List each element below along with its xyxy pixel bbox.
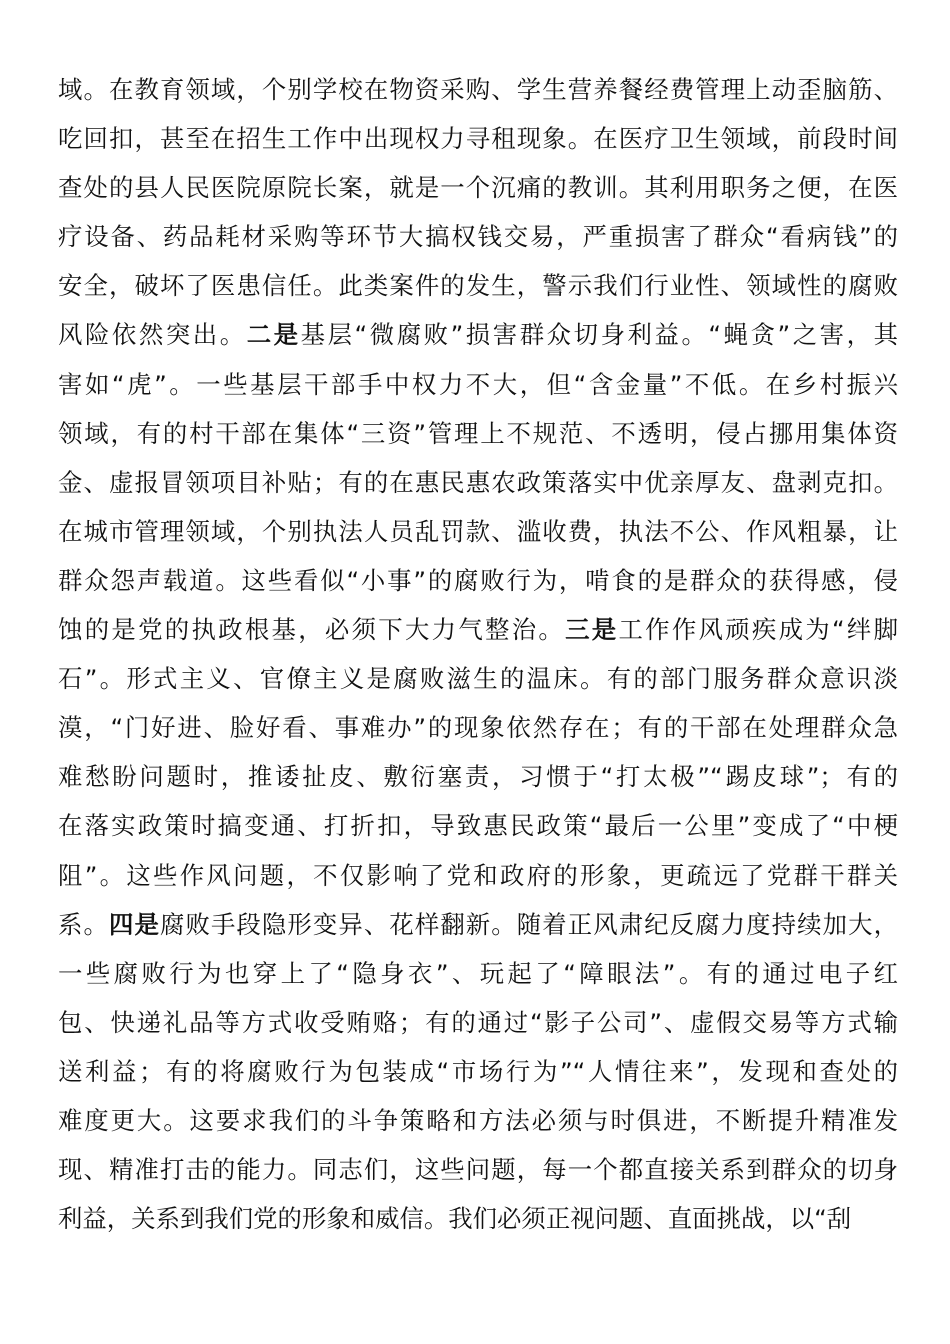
text-line	[58, 561, 898, 610]
text-segment: 安全，破坏了医患信任。此类案件的发生，警示我们行业性、领域性的腐败	[58, 271, 898, 301]
text-line	[58, 266, 898, 315]
text-line	[58, 1150, 898, 1199]
text-segment: 域。在教育领域，个别学校在物资采购、学生营养餐经费管理上动歪脑筋、	[58, 75, 898, 104]
bold-lead-phrase: 四是	[108, 909, 160, 939]
text-segment: 吃回扣，甚至在招生工作中出现权力寻租现象。在医疗卫生领域，前段时间	[58, 124, 898, 154]
body-text	[58, 70, 898, 1248]
text-line	[58, 414, 898, 463]
text-line	[58, 70, 898, 119]
text-line	[58, 1003, 898, 1052]
text-line	[58, 610, 898, 659]
text-line	[58, 659, 898, 708]
text-segment: 领域，有的村干部在集体“三资”管理上不规范、不透明，侵占挪用集体资	[58, 418, 898, 448]
text-segment: 利益，关系到我们党的形象和威信。我们必须正视问题、直面挑战，以“刮	[58, 1204, 852, 1234]
text-segment: 在城市管理领域，个别执法人员乱罚款、滥收费，执法不公、作风粗暴，让	[58, 516, 898, 546]
text-segment: 风险依然突出。	[58, 320, 247, 350]
bold-lead-phrase: 二是	[246, 320, 301, 350]
text-line	[58, 512, 898, 561]
text-segment: 工作作风顽疾成为“绊脚	[618, 615, 898, 645]
text-segment: 阻”。这些作风问题，不仅影响了党和政府的形象，更疏远了党群干群关	[58, 860, 898, 890]
text-line	[58, 757, 898, 806]
text-segment: 查处的县人民医院原院长案，就是一个沉痛的教训。其利用职务之便，在医	[58, 173, 898, 203]
text-segment: 群众怨声载道。这些看似“小事”的腐败行为，啃食的是群众的获得感，侵	[58, 565, 898, 595]
text-segment: 一些腐败行为也穿上了“隐身衣”、玩起了“障眼法”。有的通过电子红	[58, 958, 898, 988]
text-line	[58, 315, 898, 364]
text-line	[58, 1101, 898, 1150]
text-segment: 害如“虎”。一些基层干部手中权力不大，但“含金量”不低。在乡村振兴	[58, 369, 898, 399]
text-line	[58, 463, 898, 512]
text-line	[58, 168, 898, 217]
text-line	[58, 708, 898, 757]
text-segment: 难度更大。这要求我们的斗争策略和方法必须与时俱进，不断提升精准发	[58, 1105, 898, 1135]
text-line	[58, 856, 898, 905]
text-line	[58, 1199, 898, 1248]
text-line	[58, 365, 898, 414]
text-line	[58, 217, 898, 266]
text-segment: 蚀的是党的执政根基，必须下大力气整治。	[58, 615, 566, 645]
text-line	[58, 954, 898, 1003]
text-line	[58, 1052, 898, 1101]
text-line	[58, 806, 898, 855]
text-segment: 金、虚报冒领项目补贴；有的在惠民惠农政策落实中优亲厚友、盘剥克扣。	[58, 467, 898, 497]
text-segment: 漠，“门好进、脸好看、事难办”的现象依然存在；有的干部在处理群众急	[58, 713, 898, 743]
text-segment: 包、快递礼品等方式收受贿赂；有的通过“影子公司”、虚假交易等方式输	[58, 1007, 898, 1037]
text-segment: 在落实政策时搞变通、打折扣，导致惠民政策“最后一公里”变成了“中梗	[58, 811, 898, 841]
text-line	[58, 119, 898, 168]
text-segment: 送利益；有的将腐败行为包装成“市场行为”“人情往来”，发现和查处的	[58, 1056, 898, 1086]
text-segment: 现、精准打击的能力。同志们，这些问题，每一个都直接关系到群众的切身	[58, 1155, 898, 1185]
text-segment: 石”。形式主义、官僚主义是腐败滋生的温床。有的部门服务群众意识淡	[58, 664, 898, 694]
text-line	[58, 905, 898, 954]
text-segment: 系。	[58, 909, 109, 939]
text-segment: 疗设备、药品耗材采购等环节大搞权钱交易，严重损害了群众“看病钱”的	[58, 222, 898, 252]
bold-lead-phrase: 三是	[565, 615, 619, 645]
text-segment: 基层“微腐败”损害群众切身利益。“蝇贪”之害，其	[300, 320, 898, 350]
text-segment: 难愁盼问题时，推诿扯皮、敷衍塞责，习惯于“打太极”“踢皮球”；有的	[58, 762, 898, 792]
text-segment: 腐败手段隐形变异、花样翻新。随着正风肃纪反腐力度持续加大，	[159, 909, 898, 939]
